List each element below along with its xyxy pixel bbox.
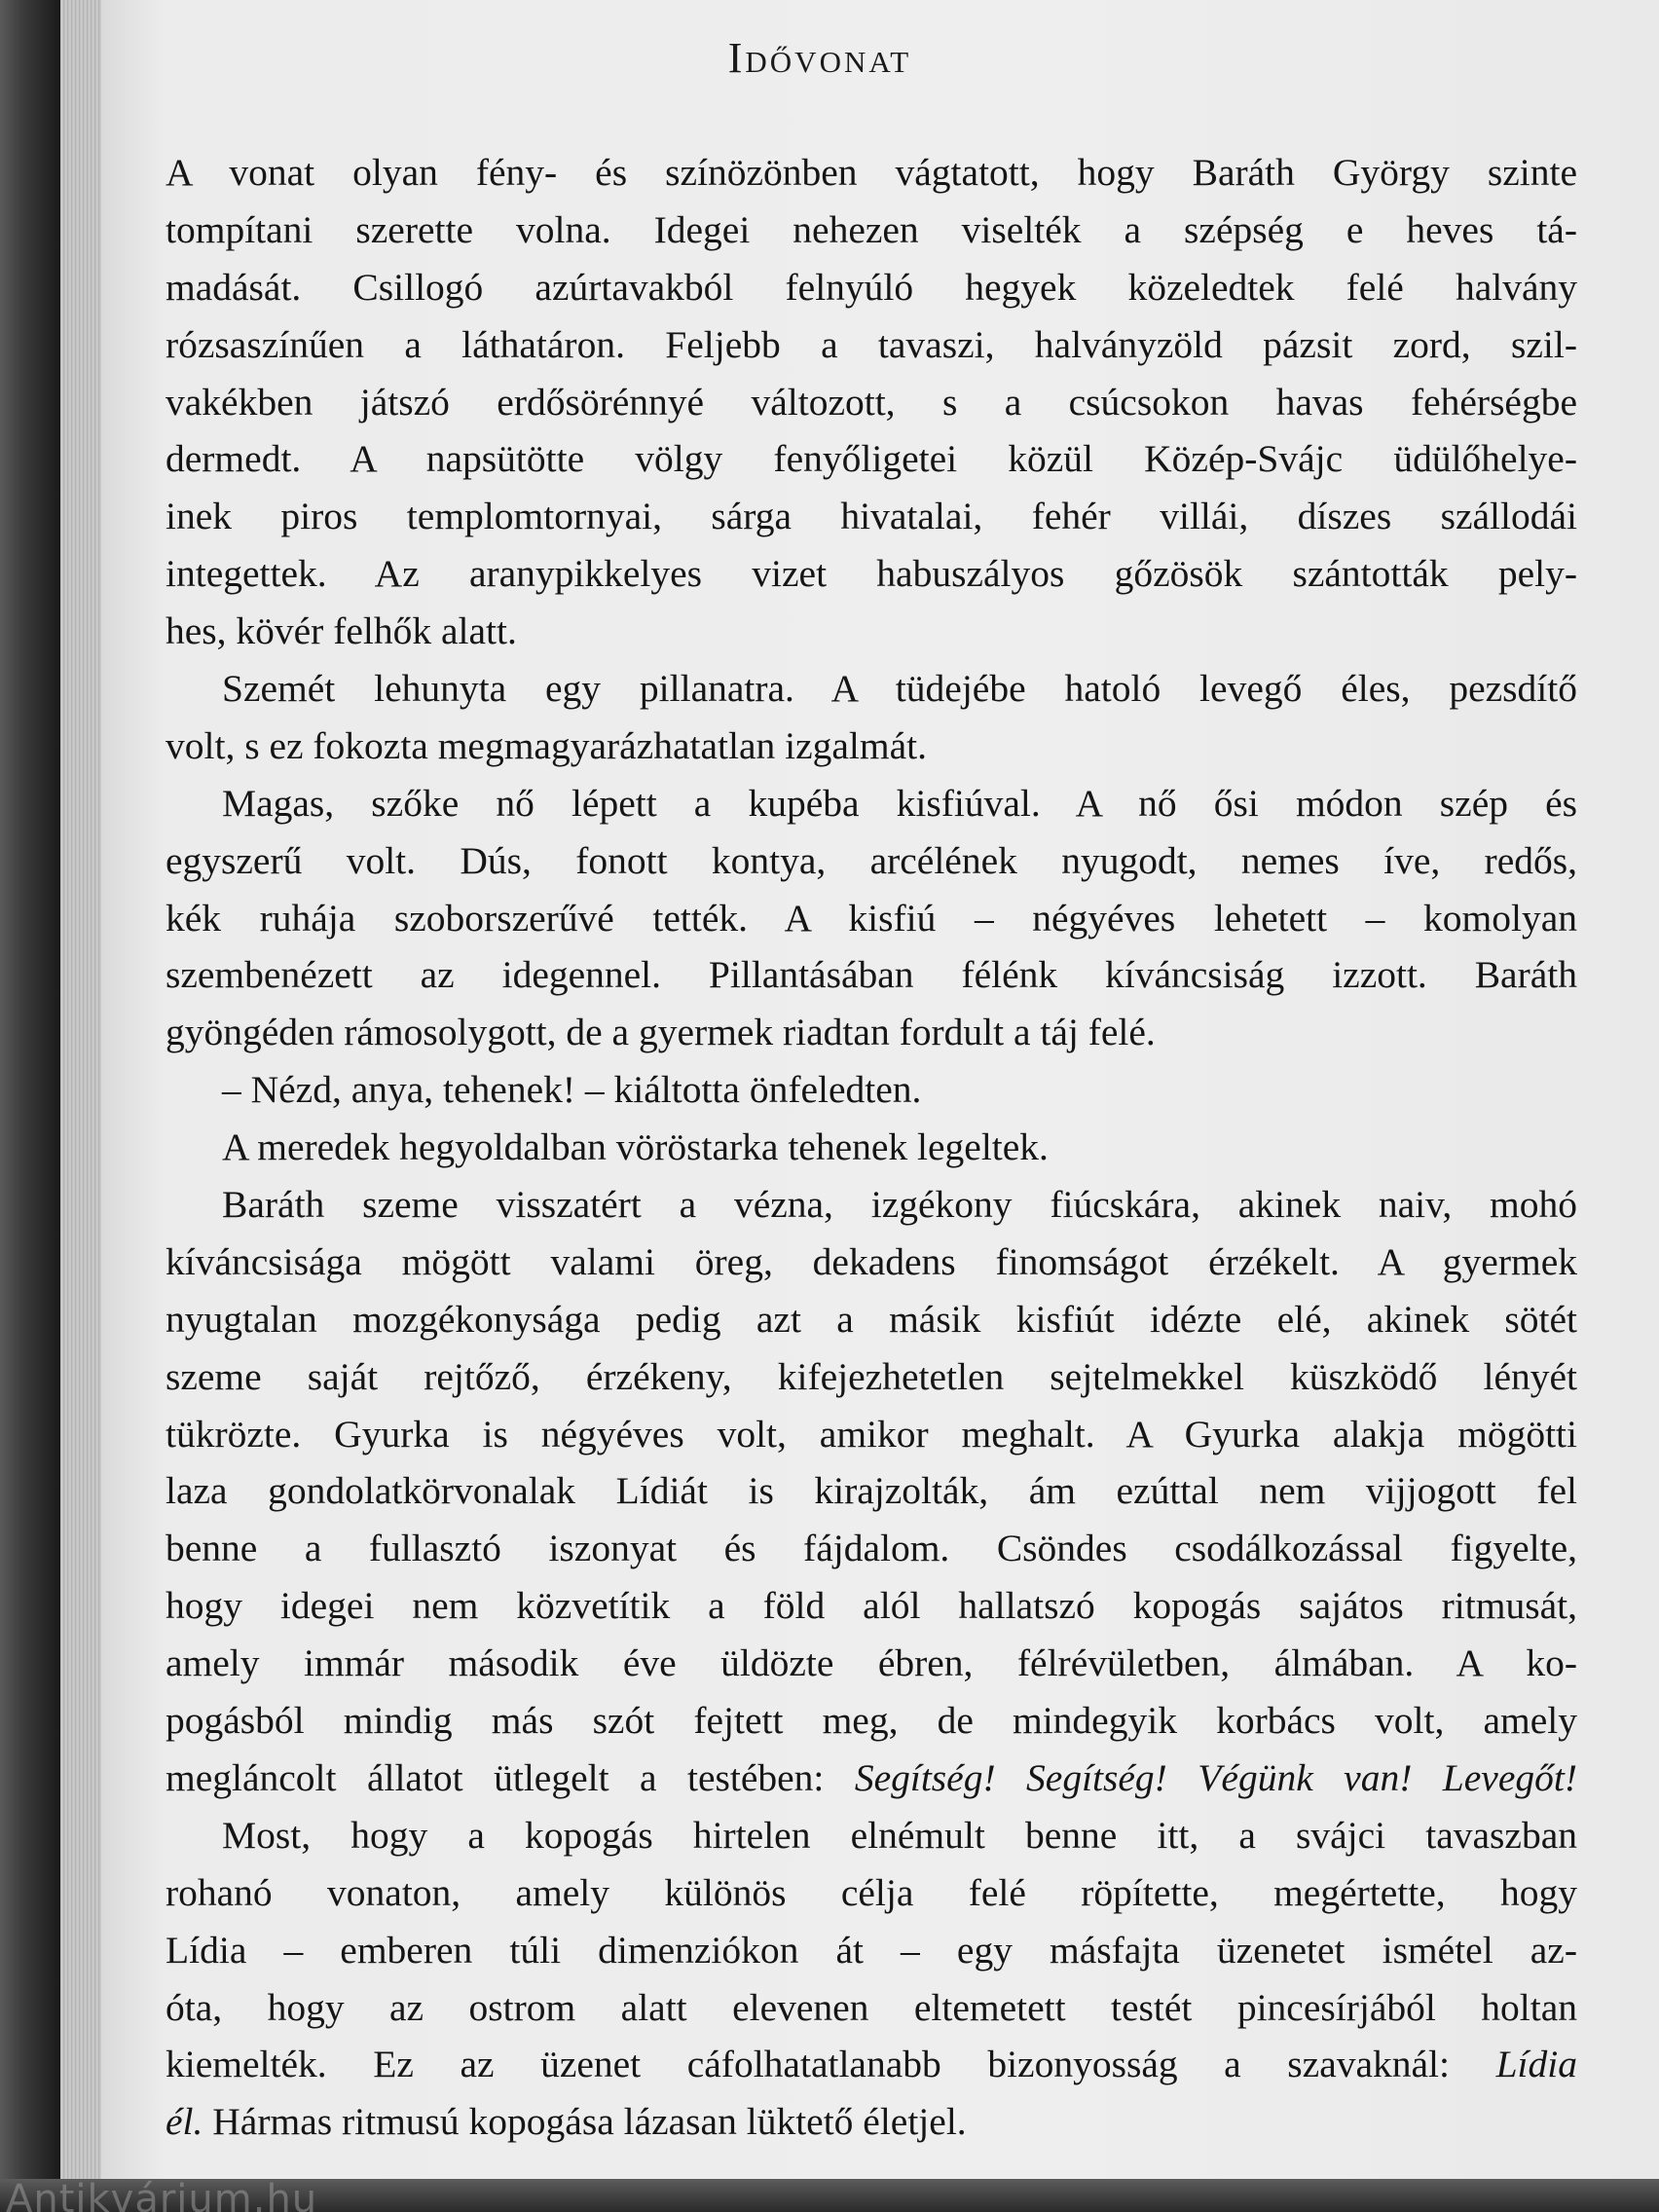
text-line xyxy=(166,1864,1577,1922)
body-text xyxy=(166,144,1577,2151)
text-line xyxy=(166,1922,1577,1979)
watermark: Antikvárium.hu xyxy=(6,2177,318,2212)
text-line xyxy=(166,374,1577,431)
text-line xyxy=(166,890,1577,947)
text-line xyxy=(166,1406,1577,1463)
text-line xyxy=(166,545,1577,603)
text-line-content: A vonat olyan fény- és színözönben vágtatott, hogy Baráth György szinte xyxy=(166,151,1577,194)
text-line xyxy=(166,1979,1577,2037)
text-line xyxy=(166,1807,1577,1864)
text-line-content: Magas, szőke nő lépett a kupéba kisfiúval. A nő ősi módon szép és xyxy=(222,781,1577,825)
text-line-italic: Segítség! Segítség! Végünk van! Levegőt! xyxy=(854,1755,1577,1799)
text-line xyxy=(166,946,1577,1004)
text-line-content: kíváncsisága mögött valami öreg, dekadens finomságot érzékelt. A gyermek xyxy=(166,1239,1577,1283)
text-line-content: hes, kövér felhők alatt. xyxy=(166,609,517,653)
text-line-content: kék ruhája szoborszerűvé tették. A kisfiú – négyéves lehetett – komolyan xyxy=(166,896,1577,940)
text-line-italic: Lídia xyxy=(1495,2043,1577,2086)
text-line xyxy=(166,488,1577,545)
text-line-content: gyöngéden rámosolygott, de a gyermek riadtan fordult a táj felé. xyxy=(166,1011,1156,1054)
text-line xyxy=(166,1176,1577,1234)
text-line xyxy=(166,1577,1577,1635)
text-line-content: tükrözte. Gyurka is négyéves volt, amikor meghalt. A Gyurka alakja mögötti xyxy=(166,1412,1577,1456)
text-line-content: nyugtalan mozgékonysága pedig azt a másik kisfiút idézte elé, akinek sötét xyxy=(166,1297,1577,1341)
text-line-content: volt, s ez fokozta megmagyarázhatatlan izgalmát. xyxy=(166,723,927,767)
text-line-content: Most, hogy a kopogás hirtelen elnémult benne itt, a svájci tavaszban xyxy=(222,1813,1577,1857)
text-line xyxy=(166,1520,1577,1577)
text-line xyxy=(166,603,1577,660)
text-line-content: Lídia – emberen túli dimenziókon át – egy másfajta üzenetet ismétel az- xyxy=(166,1928,1577,1972)
text-line-content: tompítani szerette volna. Idegei nehezen viselték a szépség e heves tá- xyxy=(166,207,1577,251)
text-line xyxy=(166,1004,1577,1061)
text-line-content: egyszerű volt. Dús, fonott kontya, arcélének nyugodt, nemes íve, redős, xyxy=(166,838,1577,882)
text-line-italic: él. xyxy=(166,2100,203,2144)
text-line-content: madását. Csillogó azúrtavakból felnyúló hegyek közeledtek felé halvány xyxy=(166,265,1577,309)
text-line xyxy=(166,144,1577,202)
text-line-content: amely immár második éve üldözte ébren, félrévületben, álmában. A ko- xyxy=(166,1641,1577,1685)
text-line xyxy=(166,259,1577,316)
text-line xyxy=(166,1291,1577,1348)
text-line xyxy=(166,832,1577,890)
text-line-content: benne a fullasztó iszonyat és fájdalom. Csöndes csodálkozással figyelte, xyxy=(166,1527,1577,1570)
text-line xyxy=(166,1348,1577,1406)
text-line xyxy=(166,430,1577,488)
text-line xyxy=(166,1635,1577,1692)
text-line-content: kiemelték. Ez az üzenet cáfolhatatlanabb bizonyosság a szavaknál: xyxy=(166,2043,1496,2086)
text-line xyxy=(166,1692,1577,1750)
text-line-content: Hármas ritmusú kopogása lázasan lüktető életjel. xyxy=(203,2100,967,2144)
book-spine xyxy=(0,0,60,2212)
text-line-content: – Nézd, anya, tehenek! – kiáltotta önfeledten. xyxy=(222,1068,922,1112)
text-line-content: pogásból mindig más szót fejtett meg, de mindegyik korbács volt, amely xyxy=(166,1699,1577,1743)
text-line-content: A meredek hegyoldalban vöröstarka tehenek legeltek. xyxy=(222,1125,1049,1169)
text-line xyxy=(166,2036,1577,2093)
text-line-content: szembenézett az idegennel. Pillantásában félénk kíváncsiság izzott. Baráth xyxy=(166,953,1577,997)
text-line xyxy=(166,1234,1577,1291)
text-line xyxy=(166,1750,1577,1807)
text-line xyxy=(166,718,1577,775)
text-line-content: dermedt. A napsütötte völgy fenyőligetei közül Közép-Svájc üdülőhelye- xyxy=(166,437,1577,481)
text-line-content: Baráth szeme visszatért a vézna, izgékony fiúcskára, akinek naiv, mohó xyxy=(222,1183,1577,1227)
text-line xyxy=(166,1061,1577,1119)
text-line xyxy=(166,775,1577,832)
text-line-content: szeme saját rejtőző, érzékeny, kifejezhetetlen sejtelmekkel küszködő lényét xyxy=(166,1354,1577,1398)
text-line xyxy=(166,1119,1577,1176)
text-line xyxy=(166,316,1577,374)
text-line-content: laza gondolatkörvonalak Lídiát is kirajzolták, ám ezúttal nem vijjogott fel xyxy=(166,1469,1577,1513)
text-line-content: inek piros templomtornyai, sárga hivatalai, fehér villái, díszes szállodái xyxy=(166,495,1577,538)
text-line-content: rózsaszínűen a láthatáron. Feljebb a tavaszi, halványzöld pázsit zord, szil- xyxy=(166,322,1577,366)
text-line xyxy=(166,660,1577,718)
text-line xyxy=(166,1462,1577,1520)
text-line-content: hogy idegei nem közvetítik a föld alól hallatszó kopogás sajátos ritmusát, xyxy=(166,1584,1577,1628)
text-line xyxy=(166,202,1577,259)
text-line-content: óta, hogy az ostrom alatt elevenen eltemetett testét pincesírjából holtan xyxy=(166,1985,1577,2029)
text-line-content: vakékben játszó erdősörénnyé változott, s a csúcsokon havas fehérségbe xyxy=(166,380,1577,424)
text-line xyxy=(166,2093,1577,2151)
text-line-content: megláncolt állatot ütlegelt a testében: xyxy=(166,1755,855,1799)
chapter-title: Idővonat xyxy=(727,34,912,82)
text-line-content: rohanó vonaton, amely különös célja felé röpítette, megértette, hogy xyxy=(166,1870,1577,1914)
text-line-content: integettek. Az aranypikkelyes vizet habuszályos gőzösök szántották pely- xyxy=(166,552,1577,596)
text-line-content: Szemét lehunyta egy pillanatra. A tüdejébe hatoló levegő éles, pezsdítő xyxy=(222,667,1577,711)
